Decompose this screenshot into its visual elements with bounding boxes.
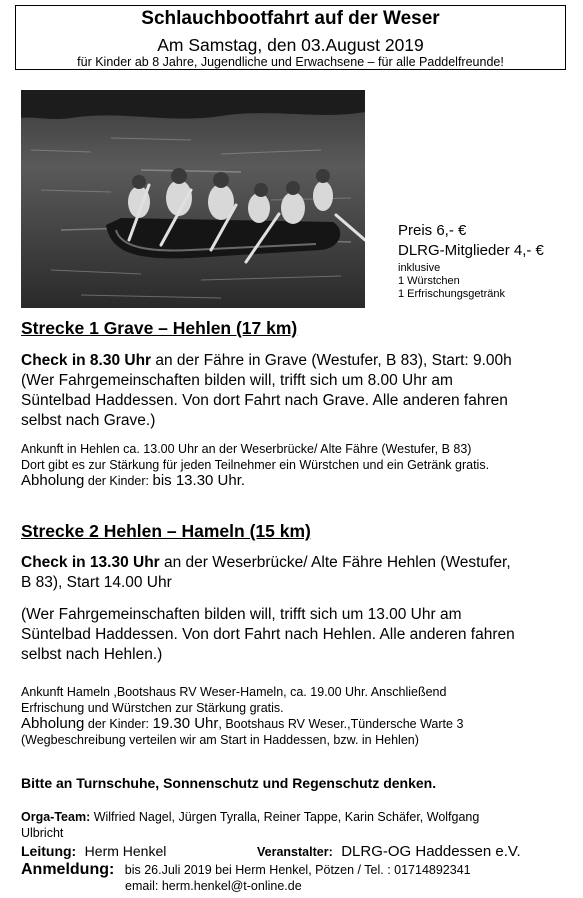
registration-label: Anmeldung: [21, 861, 115, 878]
route2-arrival-line1: Ankunft Hameln ,Bootshaus RV Weser-Hameln, ca. 19.00 Uhr. Anschließend [21, 685, 447, 699]
route1-heading: Strecke 1 Grave – Hehlen (17 km) [21, 318, 298, 338]
route2-checkin-rest: an der Weserbrücke/ Alte Fähre Hehlen (Westufer, [159, 554, 511, 571]
route2-arrival-line2: Erfrischung und Würstchen zur Stärkung gratis. [21, 701, 284, 715]
reminder-text: Bitte an Turnschuhe, Sonnenschutz und Regenschutz denken. [21, 775, 437, 791]
route1-pickup-mid: der Kinder: [84, 474, 153, 488]
price-regular: Preis 6,- € [398, 222, 467, 239]
organizer-label: Veranstalter: [257, 845, 333, 859]
route2-checkin [21, 553, 569, 593]
orga-team [21, 809, 569, 841]
route2-pickup-label: Abholung [21, 715, 85, 732]
route2-line4: selbst nach Hehlen.) [21, 646, 163, 663]
route1-checkin-rest: an der Fähre in Grave (Westufer, B 83), Start: 9.00h [151, 352, 512, 369]
route1-arrival-line1: Ankunft in Hehlen ca. 13.00 Uhr an der Weserbrücke/ Alte Fähre (Westufer, B 83) [21, 442, 472, 456]
price-item-sausage: 1 Würstchen [398, 275, 460, 287]
route2-directions: (Wegbeschreibung verteilen wir am Start in Haddessen, bzw. in Hehlen) [21, 733, 419, 747]
route1-checkin-label: Check in 8.30 Uhr [21, 352, 152, 369]
route2-line2: (Wer Fahrgemeinschaften bilden will, trifft sich um 13.00 Uhr am [21, 606, 462, 623]
rafting-photo [21, 90, 365, 308]
registration-email: email: herm.henkel@t-online.de [125, 879, 302, 893]
lead-name: Herm Henkel [84, 843, 167, 859]
page-title: Schlauchbootfahrt auf der Weser [141, 8, 440, 29]
registration-text: bis 26.Juli 2019 bei Herm Henkel, Pötzen / Tel. : 01714892341 [124, 863, 471, 877]
route2-heading: Strecke 2 Hehlen – Hameln (15 km) [21, 521, 311, 541]
organizer-name: DLRG-OG Haddessen e.V. [341, 843, 521, 860]
event-date: Am Samstag, den 03.August 2019 [157, 35, 424, 55]
route2-checkin-label: Check in 13.30 Uhr [21, 554, 160, 571]
route2-pickup-mid: der Kinder: [84, 717, 153, 731]
orga-label: Orga-Team: [21, 810, 91, 824]
lead-label: Leitung: [21, 843, 77, 859]
route1-arrival-line2: Dort gibt es zur Stärkung für jeden Teilnehmer ein Würstchen und ein Getränk gratis. [21, 458, 490, 472]
orga-names-line2: Ulbricht [21, 826, 64, 840]
route1-line2: (Wer Fahrgemeinschaften bilden will, trifft sich um 8.00 Uhr am [21, 372, 453, 389]
route1-line4: selbst nach Grave.) [21, 412, 156, 429]
price-includes: inklusive [398, 262, 441, 274]
organizer-row [257, 843, 521, 861]
registration-row [21, 861, 471, 879]
route2-details [21, 605, 569, 665]
lead-row [21, 843, 166, 861]
route2-checkin-line2: B 83), Start 14.00 Uhr [21, 574, 172, 591]
route2-pickup-time: 19.30 Uhr [152, 715, 219, 732]
route1-details [21, 351, 569, 431]
price-item-drink: 1 Erfrischungsgetränk [398, 288, 505, 300]
price-members: DLRG-Mitglieder 4,- € [398, 242, 544, 259]
route2-line3: Süntelbad Haddessen. Von dort Fahrt nach Hehlen. Alle anderen fahren [21, 626, 515, 643]
route1-arrival [21, 441, 569, 489]
route2-pickup-rest: , Bootshaus RV Weser.,Tündersche Warte 3 [218, 717, 464, 731]
route1-line3: Süntelbad Haddessen. Von dort Fahrt nach Grave. Alle anderen fahren [21, 392, 508, 409]
audience-line: für Kinder ab 8 Jahre, Jugendliche und Erwachsene – für alle Paddelfreunde! [77, 55, 504, 69]
orga-names: Wilfried Nagel, Jürgen Tyralla, Reiner Tappe, Karin Schäfer, Wolfgang [90, 810, 480, 824]
header-box [15, 5, 566, 70]
route2-arrival [21, 684, 569, 748]
route1-pickup-time: bis 13.30 Uhr. [152, 472, 246, 489]
route1-pickup-label: Abholung [21, 472, 85, 489]
